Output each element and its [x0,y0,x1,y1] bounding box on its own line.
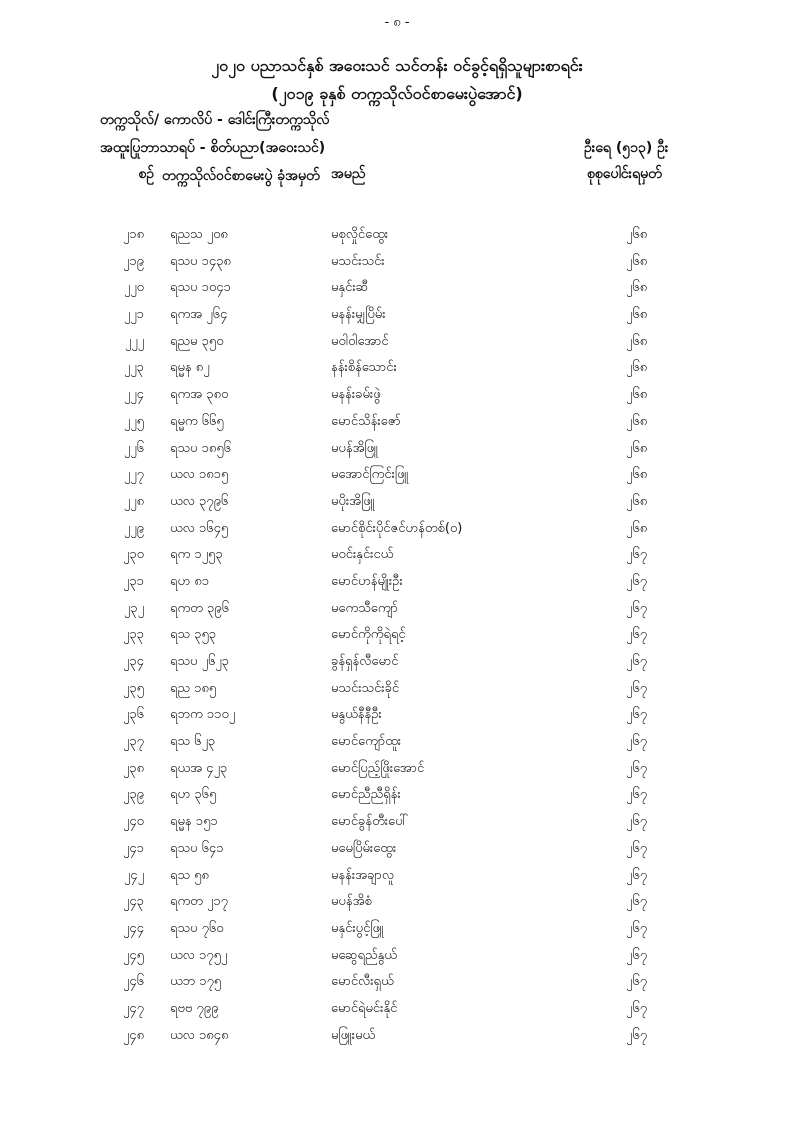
results-table [0,222,794,1049]
row-number: ၂၄၁ [122,840,144,856]
total-score: ၂၆၈ [626,253,648,269]
roll-number: ရကတ ၂၁၇ [170,894,228,910]
row-number: ၂၄၄ [122,920,144,936]
table-row [0,355,794,382]
total-score: ၂၆၇ [626,547,648,563]
total-score: ၂၆၈ [626,493,648,509]
roll-number: ယလ ၁၈၄၈ [170,1027,229,1043]
total-score: ၂၆၇ [626,974,648,990]
student-name: မဝါဝါအောင် [331,333,389,349]
roll-number: ရသပ ၁၀၄၁ [170,280,231,296]
student-name: မသင်းသင်း [331,253,385,269]
student-name: မနန်းမျှပြိမ်း [331,307,386,323]
roll-number: ယဘ ၁၇၅ [170,974,222,990]
total-score: ၂၆၇ [626,894,648,910]
table-row [0,756,794,783]
student-name: မောင်ညီညီရှိန်း [331,787,401,803]
student-name: မသင်းသင်းခိုင် [331,680,400,696]
total-score: ၂၆၈ [626,227,648,242]
table-row [0,809,794,836]
roll-number: ရက ၁၂၅၃ [170,547,223,563]
student-name: မနန်းခမ်းဖွဲ [331,387,381,403]
table-row [0,569,794,596]
total-score: ၂၆၈ [626,360,648,376]
student-name: မပိုးအိဖြူ [331,493,375,509]
row-number: ၂၃၈ [122,760,144,776]
row-number: ၂၃၄ [122,654,144,669]
total-score: ၂၆၈ [626,307,648,323]
roll-number: ရသ ၅၈ [170,867,209,883]
total-score: ၂၆၈ [626,413,648,429]
row-number: ၂၂၇ [123,467,144,483]
row-number: ၂၂၃ [123,360,144,376]
total-score: ၂၆၇ [626,947,648,963]
table-row [0,462,794,489]
student-name: မပန်အိဖြူ [331,440,378,456]
roll-number: ရဘက ၁၁၀၂ [170,707,236,723]
table-row [0,649,794,676]
table-row [0,382,794,409]
roll-number: ယလ ၁၇၅၂ [170,947,228,963]
total-score: ၂၆၈ [626,280,648,296]
student-name: မမေပြိမ်းထွေး [331,840,397,856]
row-number: ၂၂၁ [123,307,144,323]
roll-number: ရကအ ၃၈၀ [170,387,229,403]
roll-number: ရကတ ၃၉၆ [170,600,229,616]
row-number: ၂၂၉ [123,520,144,536]
roll-number: ရသပ ၇၆၀ [170,920,224,936]
table-row [0,302,794,329]
table-row [0,996,794,1023]
student-name: မနှင်းဆီ [331,280,369,296]
table-row [0,622,794,649]
roll-number: ရမ္မန ၈၂ [170,360,210,376]
total-score: ၂၆၇ [626,814,648,830]
total-score: ၂၆၇ [626,600,648,616]
roll-number: ယလ ၁၈၁၅ [170,467,229,483]
total-score: ၂၆၈ [626,520,648,536]
table-row [0,542,794,569]
roll-number: ရသပ ၆၄၁ [170,840,224,856]
roll-number: ယလ ၁၆၄၅ [170,520,229,536]
student-name: မပန်အိစံ [331,894,372,910]
roll-number: ရမ္မန ၁၅၁ [170,814,218,830]
table-row [0,1023,794,1050]
roll-number: ယလ ၃၇၉၆ [170,493,229,509]
student-name: မဖြူးမယ် [331,1027,376,1043]
row-number: ၂၃၀ [122,547,144,563]
student-name: ခွန်ရှန်လီမောင် [331,654,399,669]
total-score: ၂၆၇ [626,680,648,696]
row-number: ၂၄၇ [122,1000,144,1016]
row-number: ၂၄၂ [123,867,144,883]
row-number: ၂၂၅ [123,413,144,429]
row-number: ၂၂၀ [123,280,144,296]
document-subtitle: (၂၀၁၉ ခုနှစ် တက္ကသိုလ်ဝင်စာမေးပွဲအောင်) [271,84,523,103]
row-number: ၂၃၉ [122,787,144,803]
table-row [0,489,794,516]
table-row [0,702,794,729]
roll-number: ရသ ၃၅၃ [170,627,217,643]
student-name: မဝင်းနှင်းငယ် [331,547,394,563]
table-row [0,916,794,943]
student-name: မောင်ရဲမင်းနိုင် [331,1000,398,1016]
row-number: ၂၃၂ [123,600,144,616]
student-name: မဆွေရည်နွယ် [331,947,397,963]
student-name: မစုလှိုင်ထွေး [331,227,389,242]
student-name: မကေသီကျော် [331,600,398,616]
row-number: ၂၃၆ [122,707,144,723]
roll-number: ရညသ ၂၀၈ [170,227,228,242]
total-count: ဦးရေ (၅၁၃) ဦး [584,140,669,156]
total-score: ၂၆၇ [626,734,648,750]
row-number: ၂၃၅ [122,680,144,696]
row-number: ၂၃၁ [122,573,144,589]
row-number: ၂၄၃ [122,894,144,910]
table-row [0,249,794,276]
table-row [0,889,794,916]
total-score: ၂၆၇ [626,1000,648,1016]
document-title: ၂၀၂၀ ပညာသင်နှစ် အဝေးသင် သင်တန်း ဝင်ခွင့်ရရှိသူများစာရင်း [211,56,583,75]
table-row [0,275,794,302]
table-row [0,596,794,623]
header-roll-number: တက္ကသိုလ်ဝင်စာမေးပွဲ ခုံအမှတ် [162,168,320,184]
table-row [0,729,794,756]
total-score: ၂၆၇ [626,787,648,803]
roll-number: ရယအ ၄၂၃ [170,760,228,776]
row-number: ၂၄၆ [122,974,144,990]
major-label: အထူးပြုဘာသာရပ် - စိတ်ပညာ(အဝေးသင်) [100,140,326,156]
row-number: ၂၃၃ [122,627,144,643]
table-row [0,676,794,703]
university-label: တက္ကသိုလ်/ ကောလိပ် - ဒေါင်းကြီးတက္ကသိုလ် [100,112,330,128]
row-number: ၂၂၄ [123,387,144,403]
student-name: မနှင်းပွင့်ဖြူ [331,920,384,936]
roll-number: ရဟ ၃၆၅ [170,787,217,803]
total-score: ၂၆၇ [626,1027,648,1043]
table-row [0,863,794,890]
row-number: ၂၂၂ [124,333,144,349]
roll-number: ရသ ၆၂၃ [170,734,216,750]
table-row [0,409,794,436]
roll-number: ရကအ ၂၆၄ [170,307,228,323]
table-row [0,222,794,249]
student-name: မောင်လီးရှယ် [331,974,394,990]
table-row [0,943,794,970]
row-number: ၂၁၉ [122,253,144,269]
table-row [0,969,794,996]
student-name: မောင်သိန်းဇော် [331,413,401,429]
page-number: - ၈ - [384,15,410,30]
row-number: ၂၁၈ [122,227,144,242]
table-row [0,329,794,356]
roll-number: ရသပ ၂၆၂၃ [170,654,229,669]
header-total-score: စုစုပေါင်းရမှတ် [587,166,662,182]
roll-number: ရညမ ၃၅၀ [170,333,224,349]
roll-number: ရည ၁၈၅ [170,680,217,696]
total-score: ၂၆၇ [626,867,648,883]
header-name: အမည် [331,166,366,182]
table-row [0,836,794,863]
table-row [0,782,794,809]
total-score: ၂၆၇ [626,840,648,856]
row-number: ၂၂၈ [123,493,144,509]
student-name: မအောင်ကြင်းဖြူ [331,467,409,483]
total-score: ၂၆၈ [626,333,648,349]
total-score: ၂၆၇ [626,920,648,936]
table-row [0,516,794,543]
row-number: ၂၃၇ [122,734,144,750]
row-number: ၂၂၆ [123,440,144,456]
row-number: ၂၄၀ [122,814,144,830]
roll-number: ရမ္မက ၆၆၅ [170,413,224,429]
student-name: မောင်စိုင်းပိုင်ဇင်ဟန်တစ်(ဝ) [331,520,463,536]
student-name: မောင်ကိုကိုရဲရင့် [331,627,406,643]
table-row [0,436,794,463]
roll-number: ရသပ ၁၈၅၆ [170,440,231,456]
total-score: ၂၆၇ [626,707,648,723]
total-score: ၂၆၈ [626,440,648,456]
student-name: နန်းစိန်သောင်း [331,360,397,376]
header-no: စဉ် [138,166,154,182]
total-score: ၂၆၇ [626,627,648,643]
roll-number: ရဟ ၈၁ [170,573,210,589]
student-name: မောင်ကျော်ထူး [331,734,402,750]
student-name: မောင်ဟန်မျိုးဦး [331,573,403,589]
roll-number: ရသပ ၁၄၃၈ [170,253,231,269]
student-name: မနန်းအချာလူ [331,867,395,883]
roll-number: ရဗဗ ၇၉၉ [170,1000,219,1016]
total-score: ၂၆၇ [626,760,648,776]
student-name: မောင်ပြည့်ဖြိုးအောင် [331,760,425,776]
row-number: ၂၄၈ [122,1027,144,1043]
total-score: ၂၆၇ [626,654,648,669]
total-score: ၂၆၈ [626,387,648,403]
row-number: ၂၄၅ [122,947,144,963]
total-score: ၂၆၈ [626,467,648,483]
student-name: မောင်ခွန်တီးပေါ် [331,814,409,830]
total-score: ၂၆၇ [626,573,648,589]
student-name: မနွယ်နီနီဦး [331,707,382,723]
